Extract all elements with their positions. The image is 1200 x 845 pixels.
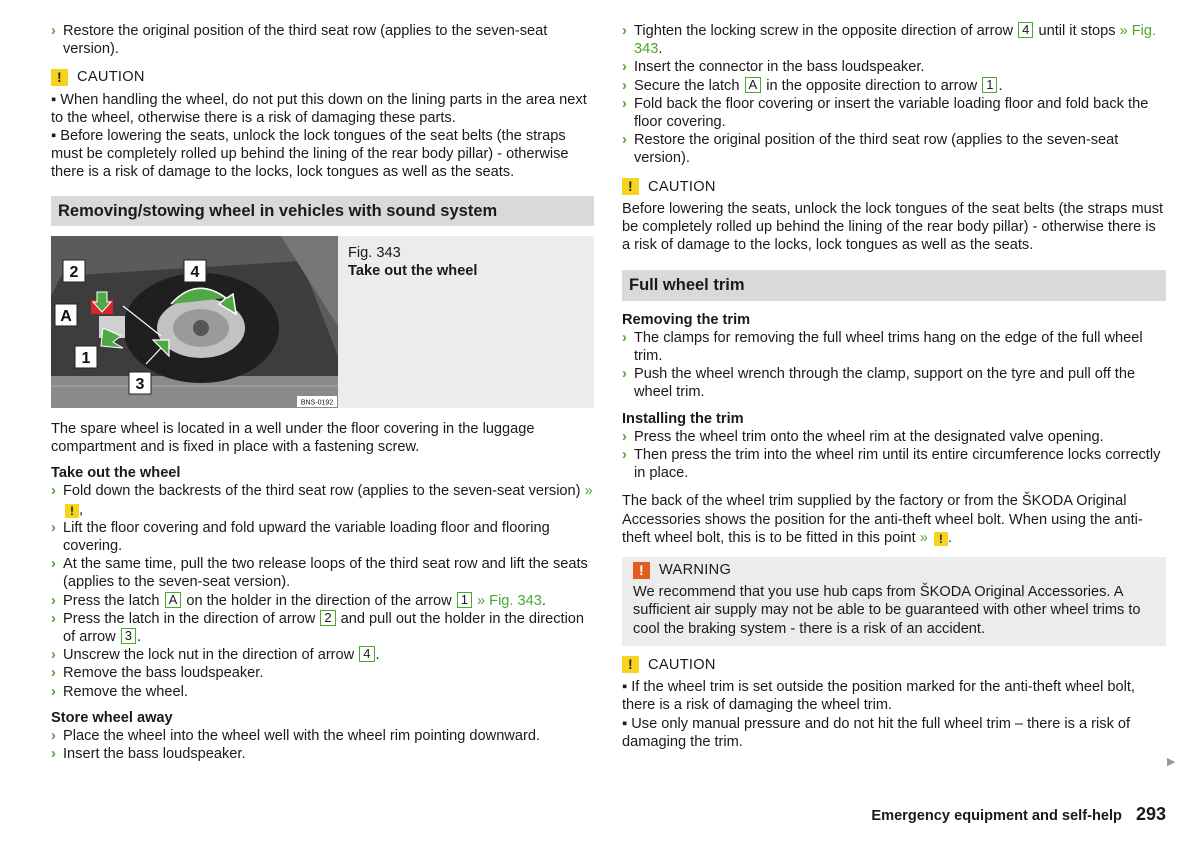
list-item: › Then press the trim into the wheel rim until its entire circumference locks correctly in place. [622,447,1161,482]
svg-text:2: 2 [69,263,79,281]
callout-box: 3 [121,628,136,644]
bullet-arrow-icon: › [51,556,56,573]
list-item: › Unscrew the lock nut in the direction of arrow 4 . [51,646,380,664]
list-item: › Insert the connector in the bass loudspeaker. [622,59,925,76]
figure-caption [338,236,594,408]
list-item: › Fold back the floor covering or insert the variable loading floor and fold back the floor covering. [622,95,1149,131]
caution-paragraph: Before lowering the seats, unlock the lock tongues of the seat belts (the straps must be completely rolled up behind the lining of the rear body pillar) - otherwise there is a risk of damage to the locks, lock tongues as well as the seats. [622,200,1164,254]
continue-arrow-icon: ▶ [1167,756,1176,768]
subheading: Removing the trim [622,311,751,328]
bullet-arrow-icon: › [622,329,627,346]
warning-heading: ! WARNING [633,561,1156,579]
caution-paragraph: ▪ Before lowering the seats, unlock the lock tongues of the seat belts (the straps must be completely rolled up behind the lining of the rear body pillar) - otherwise there is a risk of damage to the locks, lock tongues as well as the seats. [51,128,569,181]
list-item: › Press the latch in the direction of arrow 2 and pull out the holder in the direction of arrow 3 . [51,609,585,646]
list-item: › Place the wheel into the wheel well with the wheel rim pointing downward. [51,728,540,745]
callout-box: A [165,592,182,608]
callout-A [55,304,77,326]
callout-box: 1 [982,77,997,93]
page-footer [871,804,1166,825]
caution-heading: ! CAUTION [622,656,1166,674]
bullet-arrow-icon: › [622,428,627,445]
list-item: › Fold down the backrests of the third seat row (applies to the seven-seat version) » ! , [51,483,593,518]
caution-icon: ! [622,178,639,195]
callout-box: A [745,77,762,93]
list-item: › Secure the latch A in the opposite direction to arrow 1 . [622,76,1003,94]
list-item: › Remove the wheel. [51,683,188,700]
callout-box: 4 [1018,22,1033,38]
figure-code: BNS-0192 [300,399,334,407]
body-paragraph: The back of the wheel trim supplied by the factory or from the ŠKODA Original Accessories shows the position for the anti-theft wheel bolt. When using the anti-theft wheel bolt, this is to be fitted in this point » ! . [622,493,1143,546]
bullet-arrow-icon: › [51,483,56,500]
bullet-arrow-icon: › [51,746,56,763]
callout-1 [75,346,97,368]
bullet-arrow-icon: › [622,77,627,94]
figure-reference-link[interactable]: » Fig. 343 [476,592,542,609]
section-heading: Removing/stowing wheel in vehicles with sound system [51,196,594,226]
section-heading: Full wheel trim [622,270,1166,300]
caution-heading: ! CAUTION [51,68,594,86]
caution-icon: ! [51,69,68,86]
warning-box [622,557,1166,646]
warning-icon: ! [934,532,948,546]
caution-paragraph: ▪ When handling the wheel, do not put this down on the lining parts in the area next to the wheel, otherwise there is a risk of damaging these parts. [51,91,587,126]
page-number: 293 [1135,804,1166,824]
callout-box: 1 [457,592,472,608]
figure-label: Fig. 343 [348,244,401,261]
bullet-arrow-icon: › [51,683,56,700]
list-item: › Tighten the locking screw in the opposite direction of arrow 4 until it stops » Fig. 343. [622,22,1157,58]
bullet-arrow-icon: › [622,132,627,149]
figure [51,236,594,408]
bullet-arrow-icon: › [622,366,627,383]
wheel-hub [193,320,209,336]
bullet-arrow-icon: › [622,95,627,112]
bullet-arrow-icon: › [51,610,56,627]
cross-reference-link[interactable]: » [584,483,593,500]
svg-text:A: A [60,307,72,325]
caution-paragraph: ▪ Use only manual pressure and do not hit the full wheel trim – there is a risk of damaging the trim. [622,715,1131,750]
svg-text:1: 1 [81,349,91,367]
bullet-arrow-icon: › [51,592,56,609]
bullet-arrow-icon: › [51,519,56,536]
bullet-arrow-icon: › [51,665,56,682]
list-item: › Insert the bass loudspeaker. [51,746,246,763]
bullet-arrow-icon: › [622,23,627,39]
list-item: › Restore the original position of the third seat row (applies to the seven-seat version). [622,132,1119,167]
figure-reference-link[interactable]: » Fig. 343 [634,23,1157,58]
caution-paragraph: ▪ If the wheel trim is set outside the position marked for the anti-theft wheel bolt, there is a risk of damaging the wheel trim. [622,679,1135,714]
cross-reference-link[interactable]: » [919,529,928,546]
body-paragraph: The spare wheel is located in a well under the floor covering in the luggage compartment and is fixed in place with a fastening screw. [51,420,535,456]
svg-text:4: 4 [190,263,200,281]
bullet-arrow-icon: › [622,59,627,76]
subheading: Store wheel away [51,709,173,726]
caution-box [622,178,1166,255]
svg-text:3: 3 [135,375,145,393]
list-item: › Remove the bass loudspeaker. [51,665,264,682]
caution-icon: ! [622,656,639,673]
list-item: › The clamps for removing the full wheel trims hang on the edge of the full wheel trim. [622,329,1143,365]
bullet-arrow-icon: › [51,728,56,745]
left-column [51,22,594,763]
bullet-arrow-icon: › [51,647,56,664]
callout-box: 2 [320,610,335,626]
subheading: Installing the trim [622,410,744,427]
figure-title: Take out the wheel [348,263,478,280]
caution-box [622,656,1166,751]
caution-box [51,68,594,181]
caution-heading: ! CAUTION [622,178,1166,196]
subheading: Take out the wheel [51,465,181,482]
warning-icon: ! [633,562,650,579]
warning-icon: ! [65,504,79,518]
footer-section-title: Emergency equipment and self-help [871,808,1122,824]
list-item: › Push the wheel wrench through the clamp, support on the tyre and pull off the wheel trim. [622,366,1136,401]
list-item: › Restore the original position of the third seat row (applies to the seven-seat version). [51,23,548,58]
callout-2 [63,260,85,282]
list-item: › Press the latch A on the holder in the direction of the arrow 1 » Fig. 343. [51,591,546,609]
list-item: › Lift the floor covering and fold upward the variable loading floor and flooring covering. [51,519,550,555]
trunk-illustration [51,236,338,408]
callout-4 [184,260,206,282]
bullet-arrow-icon: › [51,23,56,39]
list-item: › Press the wheel trim onto the wheel rim at the designated valve opening. [622,428,1104,445]
callout-box: 4 [359,646,374,662]
bullet-arrow-icon: › [622,447,627,464]
list-item: › At the same time, pull the two release loops of the third seat row and lift the seats (applies to the seven-seat version). [51,556,588,591]
right-column [622,22,1166,751]
warning-paragraph: We recommend that you use hub caps from ŠKODA Original Accessories. A sufficient air supply may not be able to be guaranteed with other wheel trims to cool the braking system - there is a risk of an accident. [633,584,1141,637]
callout-3 [129,372,151,394]
